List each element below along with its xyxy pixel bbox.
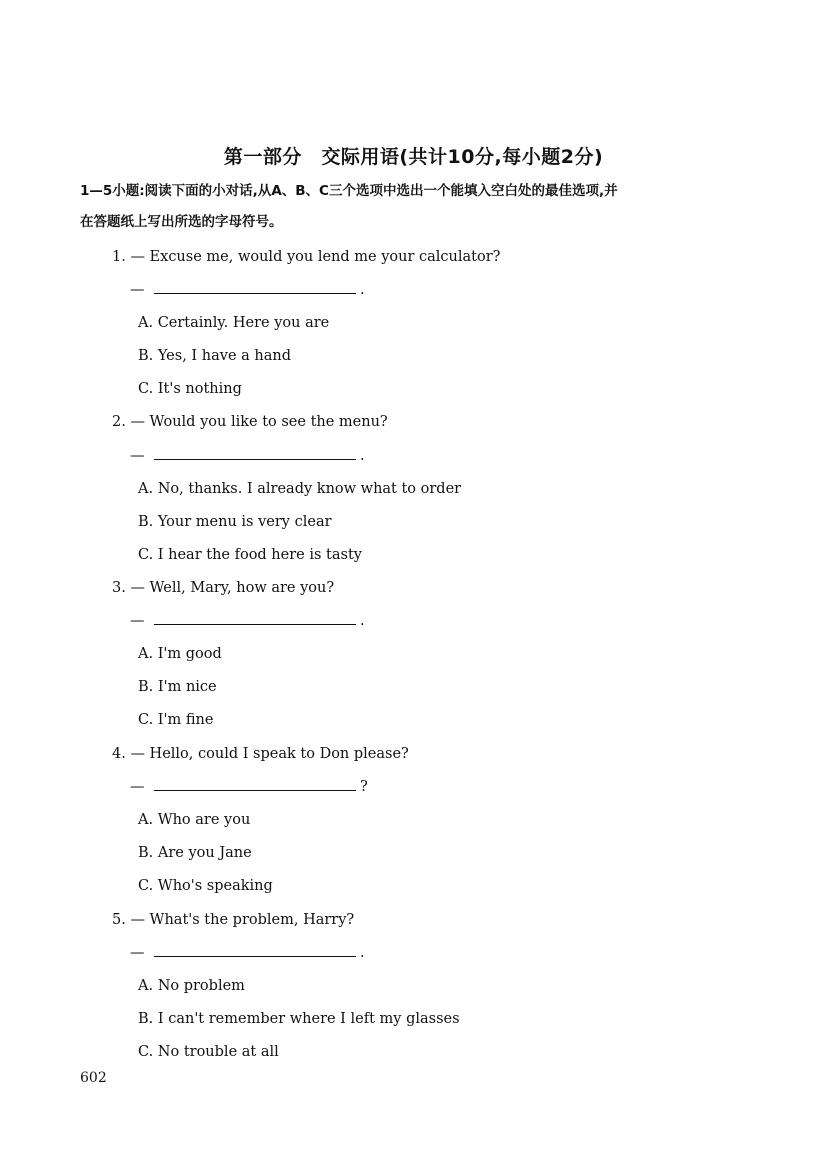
page-number: 602 — [80, 1070, 107, 1086]
answer-blank — [154, 447, 356, 460]
question-4-stem: 4. — Hello, could I speak to Don please? — [112, 746, 409, 762]
answer-blank — [154, 612, 356, 625]
answer-blank — [154, 778, 356, 791]
answer-blank — [154, 944, 356, 957]
section-title: 第一部分 交际用语(共计10分,每小题2分) — [223, 146, 604, 168]
blank-punctuation: . — [360, 448, 365, 464]
question-4-option-a: A. Who are you — [138, 812, 251, 828]
question-1-option-a: A. Certainly. Here you are — [138, 315, 330, 331]
question-1-option-b: B. Yes, I have a hand — [138, 348, 291, 364]
question-5-option-a: A. No problem — [138, 978, 245, 994]
question-2-blank — [130, 446, 365, 466]
question-3-stem: 3. — Well, Mary, how are you? — [112, 580, 335, 596]
blank-punctuation: . — [360, 282, 365, 298]
question-3-option-b: B. I'm nice — [138, 679, 217, 695]
question-3-option-c: C. I'm fine — [138, 712, 214, 728]
question-2-option-c: C. I hear the food here is tasty — [138, 547, 362, 563]
instructions-line-2: 在答题纸上写出所选的字母符号。 — [80, 214, 283, 230]
question-3-option-a: A. I'm good — [138, 646, 222, 662]
blank-dash: — — [130, 282, 145, 298]
question-1-stem: 1. — Excuse me, would you lend me your calculator? — [112, 249, 501, 265]
blank-punctuation: . — [360, 945, 365, 961]
question-2-option-a: A. No, thanks. I already know what to order — [138, 481, 462, 497]
blank-dash: — — [130, 945, 145, 961]
answer-blank — [154, 281, 356, 294]
question-2-stem: 2. — Would you like to see the menu? — [112, 414, 388, 430]
blank-punctuation: ? — [360, 779, 368, 795]
question-3-blank — [130, 611, 365, 631]
blank-dash: — — [130, 448, 145, 464]
question-5-option-c: C. No trouble at all — [138, 1044, 279, 1060]
blank-dash: — — [130, 779, 145, 795]
blank-dash: — — [130, 613, 145, 629]
question-4-blank — [130, 777, 368, 797]
question-1-blank — [130, 280, 365, 300]
question-2-option-b: B. Your menu is very clear — [138, 514, 332, 530]
instructions-line-1: 1—5小题:阅读下面的小对话,从A、B、C三个选项中选出一个能填入空白处的最佳选项,并 — [80, 183, 618, 199]
question-5-blank — [130, 943, 365, 963]
blank-punctuation: . — [360, 613, 365, 629]
question-4-option-b: B. Are you Jane — [138, 845, 252, 861]
question-4-option-c: C. Who's speaking — [138, 878, 273, 894]
question-5-stem: 5. — What's the problem, Harry? — [112, 912, 355, 928]
question-5-option-b: B. I can't remember where I left my glasses — [138, 1011, 460, 1027]
question-1-option-c: C. It's nothing — [138, 381, 242, 397]
